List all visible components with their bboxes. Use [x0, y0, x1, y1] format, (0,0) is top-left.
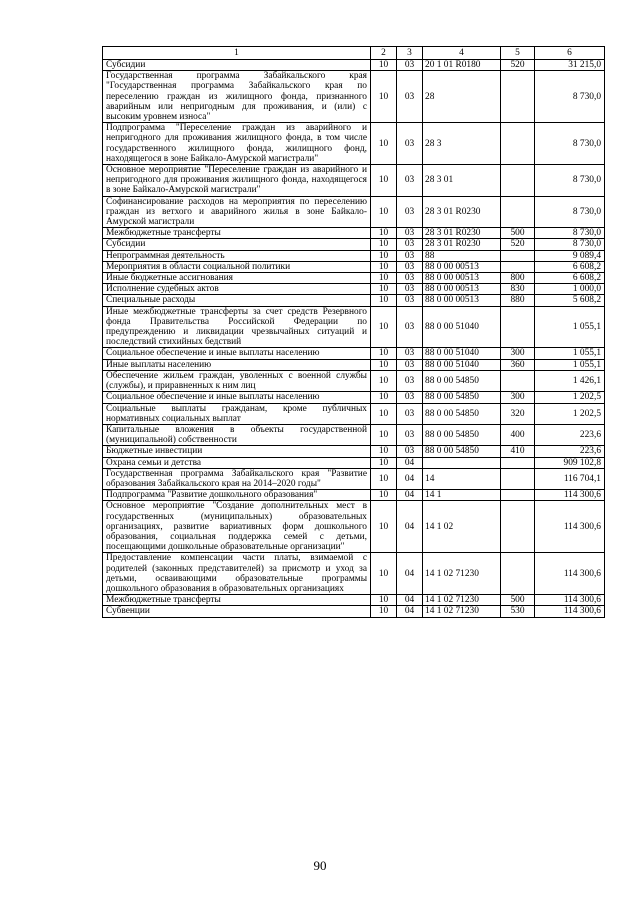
- table-row: [103, 295, 605, 306]
- row-section: 10: [371, 295, 397, 306]
- row-subsection: 03: [397, 446, 423, 457]
- row-name: Основное мероприятие "Создание дополнительных мест в государственных (муниципальных) образовательных организациях, развитие вариативных форм дошкольного образования, социальная поддержка семей с детьми, посещающими дошкольные образовательные организации": [103, 501, 371, 553]
- row-amount: 114 300,6: [535, 501, 605, 553]
- row-amount: 8 730,0: [535, 239, 605, 250]
- row-section: 10: [371, 370, 397, 391]
- row-target-code: 28: [423, 71, 501, 123]
- row-name: Государственная программа Забайкальского края "Государственная программа Забайкальского края по переселению граждан из жилищного фонда, признанного аварийным или непригодным для проживания, и (или) с высоким уровнем износа": [103, 71, 371, 123]
- table-row: [103, 468, 605, 489]
- row-section: 10: [371, 284, 397, 295]
- row-expense-type: 400: [501, 424, 535, 445]
- row-section: 10: [371, 239, 397, 250]
- col-header-amount: 6: [535, 47, 605, 60]
- table-row: [103, 306, 605, 348]
- table-row: [103, 490, 605, 501]
- table-row: [103, 457, 605, 468]
- row-amount: 1 055,1: [535, 306, 605, 348]
- row-amount: 1 000,0: [535, 284, 605, 295]
- row-name: Субвенции: [103, 606, 371, 617]
- row-subsection: 04: [397, 553, 423, 595]
- header-row: [103, 47, 605, 60]
- row-name: Социальное обеспечение и иные выплаты населению: [103, 348, 371, 359]
- row-expense-type: 360: [501, 359, 535, 370]
- row-subsection: 03: [397, 261, 423, 272]
- row-target-code: 28 3 01: [423, 165, 501, 197]
- table-row: [103, 123, 605, 165]
- row-expense-type: 500: [501, 595, 535, 606]
- row-expense-type: [501, 196, 535, 228]
- row-section: 10: [371, 250, 397, 261]
- row-section: 10: [371, 468, 397, 489]
- row-expense-type: [501, 165, 535, 197]
- row-target-code: 20 1 01 R0180: [423, 60, 501, 71]
- row-name: Бюджетные инвестиции: [103, 446, 371, 457]
- row-amount: 9 089,4: [535, 250, 605, 261]
- row-section: 10: [371, 403, 397, 424]
- row-subsection: 03: [397, 60, 423, 71]
- col-header-section: 2: [371, 47, 397, 60]
- row-expense-type: 800: [501, 273, 535, 284]
- row-target-code: 88 0 00 54850: [423, 424, 501, 445]
- row-name: Субсидии: [103, 239, 371, 250]
- row-expense-type: [501, 71, 535, 123]
- row-section: 10: [371, 228, 397, 239]
- row-target-code: 88 0 00 00513: [423, 273, 501, 284]
- row-name: Софинансирование расходов на мероприятия по переселению граждан из ветхого и аварийного жилья в зоне Байкало-Амурской магистрали: [103, 196, 371, 228]
- row-section: 10: [371, 553, 397, 595]
- row-amount: 8 730,0: [535, 228, 605, 239]
- row-name: Непрограммная деятельность: [103, 250, 371, 261]
- row-target-code: 88 0 00 54850: [423, 403, 501, 424]
- row-expense-type: 300: [501, 392, 535, 403]
- table-row: [103, 553, 605, 595]
- row-section: 10: [371, 123, 397, 165]
- row-expense-type: [501, 123, 535, 165]
- row-amount: 909 102,8: [535, 457, 605, 468]
- budget-table: [102, 46, 605, 618]
- row-name: Предоставление компенсации части платы, взимаемой с родителей (законных представителей) за присмотр и уход за детьми, осваивающими образовательные программы дошкольного образования в образовательных организациях: [103, 553, 371, 595]
- row-target-code: 88 0 00 51040: [423, 306, 501, 348]
- row-amount: 1 055,1: [535, 348, 605, 359]
- col-header-name: 1: [103, 47, 371, 60]
- table-row: [103, 239, 605, 250]
- table-row: [103, 606, 605, 617]
- table-row: [103, 370, 605, 391]
- row-section: 10: [371, 490, 397, 501]
- row-name: Социальное обеспечение и иные выплаты населению: [103, 392, 371, 403]
- row-name: Основное мероприятие "Переселение граждан из аварийного и непригодного для проживания жилищного фонда, находящегося в зоне Байкало-Амурской магистрали": [103, 165, 371, 197]
- row-amount: 8 730,0: [535, 196, 605, 228]
- row-target-code: 28 3: [423, 123, 501, 165]
- row-expense-type: 320: [501, 403, 535, 424]
- row-name: Специальные расходы: [103, 295, 371, 306]
- col-header-expense-type: 5: [501, 47, 535, 60]
- col-header-target-code: 4: [423, 47, 501, 60]
- row-target-code: 28 3 01 R0230: [423, 228, 501, 239]
- row-subsection: 04: [397, 457, 423, 468]
- page-number: 90: [313, 858, 327, 873]
- table-row: [103, 403, 605, 424]
- row-amount: 114 300,6: [535, 553, 605, 595]
- table-row: [103, 392, 605, 403]
- row-amount: 223,6: [535, 446, 605, 457]
- row-amount: 5 608,2: [535, 295, 605, 306]
- row-expense-type: [501, 501, 535, 553]
- row-target-code: 88: [423, 250, 501, 261]
- row-subsection: 03: [397, 295, 423, 306]
- row-amount: 8 730,0: [535, 71, 605, 123]
- row-target-code: 28 3 01 R0230: [423, 196, 501, 228]
- table-row: [103, 446, 605, 457]
- row-subsection: 03: [397, 370, 423, 391]
- row-target-code: 88 0 00 00513: [423, 284, 501, 295]
- row-subsection: 03: [397, 306, 423, 348]
- row-amount: 31 215,0: [535, 60, 605, 71]
- row-name: Подпрограмма "Переселение граждан из аварийного и непригодного для проживания жилищного фонда, в том числе государственного жилищного фонда, жилищного фонд, находящегося в зоне Байкало-Амурской магистрали": [103, 123, 371, 165]
- row-section: 10: [371, 60, 397, 71]
- row-section: 10: [371, 71, 397, 123]
- row-target-code: 14 1 02 71230: [423, 606, 501, 617]
- row-section: 10: [371, 359, 397, 370]
- table-row: [103, 60, 605, 71]
- row-name: Иные выплаты населению: [103, 359, 371, 370]
- row-target-code: 14: [423, 468, 501, 489]
- row-subsection: 03: [397, 196, 423, 228]
- row-target-code: 88 0 00 54850: [423, 392, 501, 403]
- row-expense-type: [501, 553, 535, 595]
- row-subsection: 03: [397, 71, 423, 123]
- row-amount: 116 704,1: [535, 468, 605, 489]
- row-target-code: [423, 457, 501, 468]
- row-section: 10: [371, 273, 397, 284]
- table-row: [103, 261, 605, 272]
- row-subsection: 03: [397, 228, 423, 239]
- row-amount: 223,6: [535, 424, 605, 445]
- row-subsection: 04: [397, 501, 423, 553]
- row-subsection: 04: [397, 468, 423, 489]
- row-expense-type: 410: [501, 446, 535, 457]
- table-row: [103, 348, 605, 359]
- row-subsection: 04: [397, 595, 423, 606]
- row-subsection: 03: [397, 250, 423, 261]
- row-target-code: 88 0 00 00513: [423, 295, 501, 306]
- row-expense-type: 300: [501, 348, 535, 359]
- table-row: [103, 359, 605, 370]
- row-amount: 1 426,1: [535, 370, 605, 391]
- row-amount: 114 300,6: [535, 490, 605, 501]
- row-name: Обеспечение жильем граждан, уволенных с военной службы (службы), и приравненных к ним лиц: [103, 370, 371, 391]
- row-name: Охрана семьи и детства: [103, 457, 371, 468]
- row-section: 10: [371, 306, 397, 348]
- table-row: [103, 284, 605, 295]
- row-amount: 6 608,2: [535, 273, 605, 284]
- row-target-code: 88 0 00 54850: [423, 446, 501, 457]
- row-name: Социальные выплаты гражданам, кроме публичных нормативных социальных выплат: [103, 403, 371, 424]
- row-expense-type: 530: [501, 606, 535, 617]
- row-name: Капитальные вложения в объекты государственной (муниципальной) собственности: [103, 424, 371, 445]
- row-target-code: 28 3 01 R0230: [423, 239, 501, 250]
- row-subsection: 03: [397, 123, 423, 165]
- row-name: Иные бюджетные ассигнования: [103, 273, 371, 284]
- row-section: 10: [371, 196, 397, 228]
- row-section: 10: [371, 348, 397, 359]
- row-expense-type: [501, 261, 535, 272]
- row-section: 10: [371, 424, 397, 445]
- row-name: Исполнение судебных актов: [103, 284, 371, 295]
- row-target-code: 88 0 00 54850: [423, 370, 501, 391]
- row-name: Субсидии: [103, 60, 371, 71]
- table-row: [103, 228, 605, 239]
- row-name: Мероприятия в области социальной политики: [103, 261, 371, 272]
- row-expense-type: [501, 306, 535, 348]
- row-subsection: 04: [397, 606, 423, 617]
- row-section: 10: [371, 501, 397, 553]
- row-target-code: 88 0 00 51040: [423, 359, 501, 370]
- row-amount: 114 300,6: [535, 606, 605, 617]
- row-target-code: 88 0 00 51040: [423, 348, 501, 359]
- row-subsection: 03: [397, 348, 423, 359]
- row-target-code: 88 0 00 00513: [423, 261, 501, 272]
- row-amount: 1 055,1: [535, 359, 605, 370]
- table-row: [103, 165, 605, 197]
- row-name: Подпрограмма "Развитие дошкольного образования": [103, 490, 371, 501]
- row-expense-type: [501, 468, 535, 489]
- row-name: Иные межбюджетные трансферты за счет средств Резервного фонда Правительства Российской Федерации по предупреждению и ликвидации чрезвычайных ситуаций и последствий стихийных бедствий: [103, 306, 371, 348]
- table-row: [103, 196, 605, 228]
- row-section: 10: [371, 261, 397, 272]
- row-expense-type: 520: [501, 239, 535, 250]
- row-expense-type: [501, 457, 535, 468]
- row-expense-type: [501, 370, 535, 391]
- row-subsection: 03: [397, 424, 423, 445]
- row-subsection: 04: [397, 490, 423, 501]
- row-expense-type: [501, 490, 535, 501]
- row-name: Межбюджетные трансферты: [103, 228, 371, 239]
- row-target-code: 14 1 02 71230: [423, 595, 501, 606]
- row-target-code: 14 1 02 71230: [423, 553, 501, 595]
- row-amount: 8 730,0: [535, 165, 605, 197]
- row-section: 10: [371, 446, 397, 457]
- table-row: [103, 595, 605, 606]
- table-row: [103, 424, 605, 445]
- row-target-code: 14 1 02: [423, 501, 501, 553]
- row-subsection: 03: [397, 392, 423, 403]
- row-subsection: 03: [397, 284, 423, 295]
- row-expense-type: 830: [501, 284, 535, 295]
- row-section: 10: [371, 457, 397, 468]
- row-subsection: 03: [397, 403, 423, 424]
- row-section: 10: [371, 606, 397, 617]
- row-name: Межбюджетные трансферты: [103, 595, 371, 606]
- row-amount: 1 202,5: [535, 392, 605, 403]
- row-amount: 114 300,6: [535, 595, 605, 606]
- table-row: [103, 250, 605, 261]
- row-expense-type: [501, 250, 535, 261]
- row-amount: 6 608,2: [535, 261, 605, 272]
- row-section: 10: [371, 392, 397, 403]
- table-row: [103, 71, 605, 123]
- row-section: 10: [371, 165, 397, 197]
- table-row: [103, 501, 605, 553]
- row-subsection: 03: [397, 273, 423, 284]
- row-expense-type: 880: [501, 295, 535, 306]
- row-subsection: 03: [397, 359, 423, 370]
- row-amount: 8 730,0: [535, 123, 605, 165]
- col-header-subsection: 3: [397, 47, 423, 60]
- row-name: Государственная программа Забайкальского края "Развитие образования Забайкальского края на 2014–2020 годы": [103, 468, 371, 489]
- table-row: [103, 273, 605, 284]
- row-amount: 1 202,5: [535, 403, 605, 424]
- row-expense-type: 500: [501, 228, 535, 239]
- row-subsection: 03: [397, 165, 423, 197]
- row-subsection: 03: [397, 239, 423, 250]
- row-target-code: 14 1: [423, 490, 501, 501]
- row-section: 10: [371, 595, 397, 606]
- row-expense-type: 520: [501, 60, 535, 71]
